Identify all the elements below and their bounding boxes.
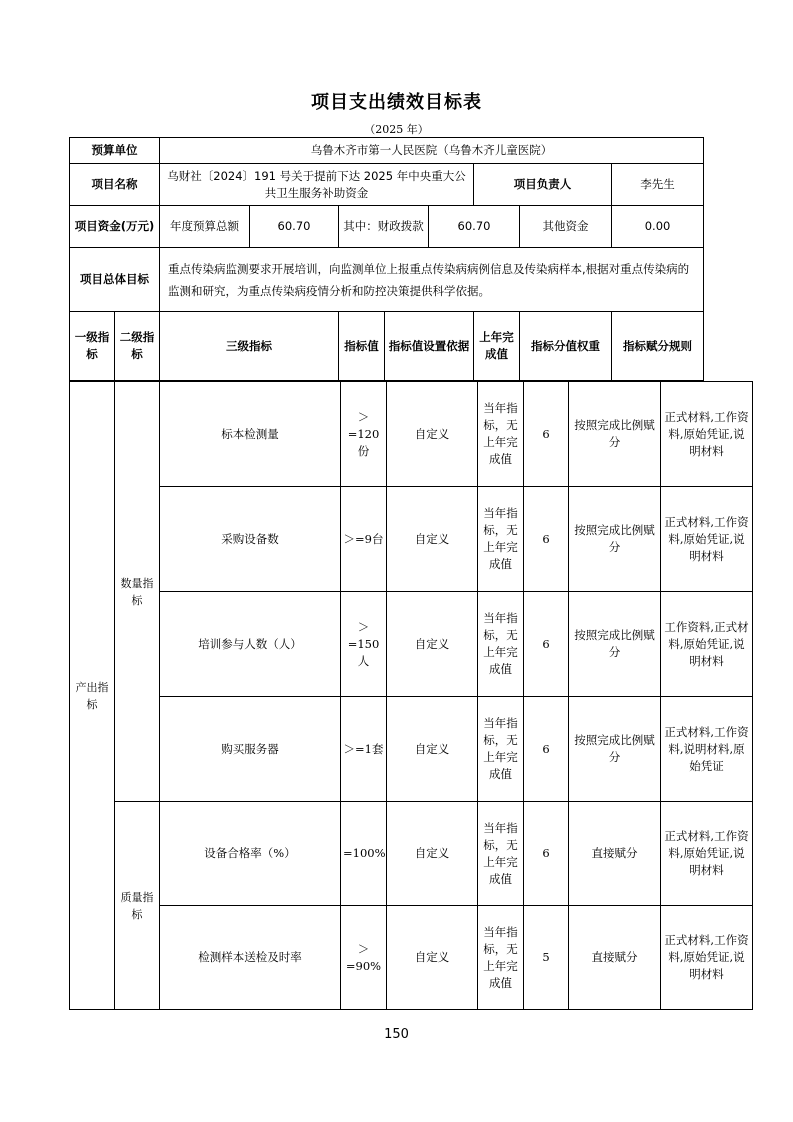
indicator-last-year: 当年指标，无上年完成值: [478, 487, 524, 592]
indicator-rule: 按照完成比例赋分: [569, 382, 661, 487]
table-row: [70, 697, 753, 802]
project-name-value: 乌财社〔2024〕191 号关于提前下达 2025 年中央重大公共卫生服务补助资金: [160, 164, 474, 206]
indicator-rule: 直接赋分: [569, 802, 661, 906]
project-leader-label: 项目负责人: [474, 164, 612, 206]
project-name-label: 项目名称: [70, 164, 160, 206]
level2-quantity: 数量指标: [115, 382, 160, 802]
indicator-last-year: 当年指标，无上年完成值: [478, 906, 524, 1010]
indicator-basis: 自定义: [387, 906, 478, 1010]
indicator-name: 购买服务器: [160, 697, 341, 802]
table-row: [70, 592, 753, 697]
budget-unit-value: 乌鲁木齐市第一人民医院（乌鲁木齐儿童医院）: [160, 138, 704, 164]
indicator-value: ＞=120份: [341, 382, 387, 487]
other-funds-label: 其他资金: [520, 206, 612, 248]
indicator-last-year: 当年指标，无上年完成值: [478, 697, 524, 802]
overall-goal-row: [70, 248, 704, 312]
indicator-basis: 自定义: [387, 487, 478, 592]
document-year: （2025 年）: [364, 123, 429, 136]
indicator-last-year: 当年指标，无上年完成值: [478, 592, 524, 697]
table-row: [70, 487, 753, 592]
indicator-table: [69, 381, 753, 1010]
indicator-evidence: 正式材料,工作资料,原始凭证,说明材料: [661, 382, 753, 487]
indicator-value: ＞=90%: [341, 906, 387, 1010]
header-level2: 二级指标: [115, 312, 160, 381]
header-level1: 一级指标: [70, 312, 115, 381]
header-level3: 三级指标: [160, 312, 339, 381]
indicator-rule: 按照完成比例赋分: [569, 487, 661, 592]
indicator-name: 检测样本送检及时率: [160, 906, 341, 1010]
overall-goal-label: 项目总体目标: [70, 248, 160, 312]
budget-unit-row: [70, 138, 704, 164]
performance-table: [69, 137, 704, 381]
project-leader-value: 李先生: [612, 164, 704, 206]
header-weight: 指标分值权重: [520, 312, 612, 381]
table-row: [70, 802, 753, 906]
header-row: [70, 312, 704, 381]
indicator-value: ＞=150人: [341, 592, 387, 697]
header-value: 指标值: [339, 312, 385, 381]
indicator-weight: 6: [524, 382, 569, 487]
indicator-evidence: 正式材料,工作资料,原始凭证,说明材料: [661, 906, 753, 1010]
budget-unit-label: 预算单位: [70, 138, 160, 164]
fiscal-label: 其中：财政拨款: [339, 206, 429, 248]
document-title: 项目支出绩效目标表: [311, 92, 482, 113]
header-last-year: 上年完成值: [474, 312, 520, 381]
indicator-weight: 6: [524, 592, 569, 697]
indicator-rule: 按照完成比例赋分: [569, 592, 661, 697]
indicator-weight: 6: [524, 802, 569, 906]
indicator-evidence: 正式材料,工作资料,说明材料,原始凭证: [661, 697, 753, 802]
indicator-name: 标本检测量: [160, 382, 341, 487]
table-row: [70, 382, 753, 487]
fiscal-value: 60.70: [429, 206, 520, 248]
indicator-last-year: 当年指标，无上年完成值: [478, 802, 524, 906]
indicator-name: 采购设备数: [160, 487, 341, 592]
header-rule: 指标赋分规则: [612, 312, 704, 381]
level1-output: 产出指标: [70, 382, 115, 1010]
annual-budget-label: 年度预算总额: [160, 206, 250, 248]
indicator-value: ＞=9台: [341, 487, 387, 592]
indicator-evidence: 工作资料,正式材料,原始凭证,说明材料: [661, 592, 753, 697]
indicator-value: ＞=1套: [341, 697, 387, 802]
indicator-weight: 6: [524, 697, 569, 802]
indicator-basis: 自定义: [387, 592, 478, 697]
project-name-row: [70, 164, 704, 206]
table-row: [70, 906, 753, 1010]
indicator-rule: 直接赋分: [569, 906, 661, 1010]
page-number: 150: [384, 1027, 409, 1042]
other-funds-value: 0.00: [612, 206, 704, 248]
indicator-last-year: 当年指标，无上年完成值: [478, 382, 524, 487]
indicator-basis: 自定义: [387, 382, 478, 487]
indicator-basis: 自定义: [387, 697, 478, 802]
indicator-evidence: 正式材料,工作资料,原始凭证,说明材料: [661, 487, 753, 592]
indicator-evidence: 正式材料,工作资料,原始凭证,说明材料: [661, 802, 753, 906]
annual-budget-value: 60.70: [250, 206, 339, 248]
indicator-rule: 按照完成比例赋分: [569, 697, 661, 802]
funds-label: 项目资金(万元): [70, 206, 160, 248]
level2-quality: 质量指标: [115, 802, 160, 1010]
funds-row: [70, 206, 704, 248]
indicator-basis: 自定义: [387, 802, 478, 906]
indicator-weight: 5: [524, 906, 569, 1010]
overall-goal-value: 重点传染病监测要求开展培训，向监测单位上报重点传染病病例信息及传染病样本,根据对重点传染病的监测和研究，为重点传染病疫情分析和防控决策提供科学依据。: [160, 248, 704, 312]
header-basis: 指标值设置依据: [385, 312, 474, 381]
indicator-name: 培训参与人数（人）: [160, 592, 341, 697]
indicator-weight: 6: [524, 487, 569, 592]
indicator-value: =100%: [341, 802, 387, 906]
indicator-name: 设备合格率（%）: [160, 802, 341, 906]
